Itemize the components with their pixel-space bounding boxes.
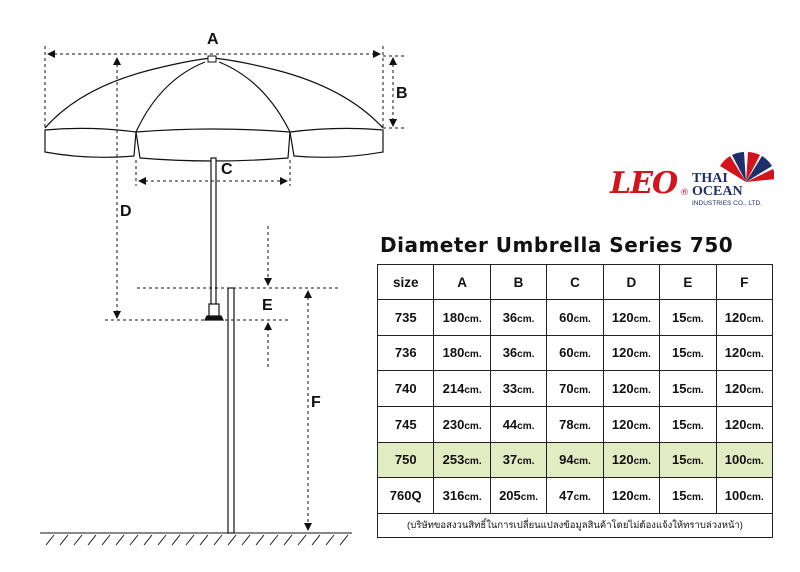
cell-size: 750 [378, 442, 434, 478]
table-body [378, 300, 773, 514]
cell-unit: cm. [686, 492, 704, 504]
cell-unit: cm. [633, 313, 651, 325]
cell-number: 70 [559, 381, 574, 397]
dimension-label-d: D [120, 203, 132, 220]
cell-size: 745 [378, 406, 434, 442]
cell-number: 120 [724, 345, 747, 361]
header-d: D [603, 265, 659, 300]
cell-value [716, 442, 772, 478]
cell-size: 736 [378, 335, 434, 371]
cell-unit: cm. [746, 456, 764, 468]
cell-value [603, 478, 659, 514]
cell-value [434, 442, 490, 478]
header-e: E [660, 265, 716, 300]
cell-value [716, 406, 772, 442]
cell-unit: cm. [517, 420, 535, 432]
header-b: B [490, 265, 546, 300]
cell-unit: cm. [517, 313, 535, 325]
thai-ocean-line2: OCEAN [692, 184, 743, 199]
cell-value [603, 406, 659, 442]
cell-number: 44 [502, 416, 518, 432]
cell-number: 15 [671, 416, 687, 432]
cell-number: 120 [724, 309, 747, 325]
cell-unit: cm. [633, 349, 651, 361]
header-c: C [547, 265, 603, 300]
cell-number: 78 [559, 416, 574, 432]
cell-value [660, 442, 716, 478]
cell-number: 47 [559, 488, 574, 504]
cell-unit: cm. [517, 385, 535, 397]
cell-value [434, 406, 490, 442]
cell-number: 100 [724, 452, 747, 468]
leo-logo-text: LEO [610, 166, 678, 201]
cell-unit: cm. [464, 349, 482, 361]
cell-size: 760Q [378, 478, 434, 514]
cell-unit: cm. [464, 456, 482, 468]
table-row [378, 335, 773, 371]
cell-value [716, 478, 772, 514]
cell-unit: cm. [746, 492, 764, 504]
cell-unit: cm. [633, 385, 651, 397]
cell-unit: cm. [520, 492, 539, 504]
dimension-label-c: C [221, 161, 233, 178]
cell-number: 180 [442, 309, 465, 325]
cell-number: 205 [499, 488, 521, 504]
cell-value [716, 371, 772, 407]
cell-number: 33 [502, 381, 518, 397]
cell-number: 120 [611, 416, 634, 432]
cell-value [660, 478, 716, 514]
cell-number: 253 [442, 452, 465, 468]
cell-unit: cm. [464, 313, 482, 325]
cell-unit: cm. [633, 492, 651, 504]
cell-number: 94 [559, 452, 574, 468]
cell-unit: cm. [517, 349, 535, 361]
cell-number: 120 [611, 309, 634, 325]
cell-number: 230 [442, 416, 465, 432]
cell-number: 36 [502, 345, 518, 361]
cell-number: 60 [559, 345, 574, 361]
cell-value [716, 335, 772, 371]
cell-number: 36 [502, 309, 518, 325]
cell-value [434, 371, 490, 407]
cell-number: 316 [442, 488, 465, 504]
table-row [378, 442, 773, 478]
cell-unit: cm. [464, 420, 482, 432]
cell-unit: cm. [517, 456, 535, 468]
cell-value [660, 371, 716, 407]
cell-value [660, 406, 716, 442]
cell-number: 100 [724, 488, 747, 504]
cell-number: 120 [724, 381, 747, 397]
dimension-label-f: F [311, 394, 321, 411]
cell-number: 15 [671, 345, 687, 361]
cell-value [547, 442, 603, 478]
cell-unit: cm. [464, 492, 482, 504]
dimension-label-e: E [262, 297, 273, 314]
cell-number: 120 [611, 381, 634, 397]
brand-logos [600, 148, 790, 218]
cell-value [547, 478, 603, 514]
cell-value [660, 335, 716, 371]
table-note-row [378, 514, 773, 538]
cell-number: 15 [671, 452, 687, 468]
cell-number: 60 [559, 309, 574, 325]
cell-unit: cm. [746, 349, 764, 361]
thai-ocean-logo-text [692, 172, 743, 198]
cell-unit: cm. [573, 349, 591, 361]
cell-value [660, 300, 716, 336]
cell-number: 214 [442, 381, 465, 397]
cell-value [547, 406, 603, 442]
cell-value [490, 478, 546, 514]
cell-value [716, 300, 772, 336]
table-row [378, 371, 773, 407]
cell-value [490, 442, 546, 478]
ground-tube [228, 288, 234, 533]
cell-value [434, 300, 490, 336]
cell-value [490, 371, 546, 407]
cell-unit: cm. [464, 385, 482, 397]
size-spec-table [377, 264, 773, 538]
cell-value [434, 478, 490, 514]
umbrella-canopy [45, 58, 383, 161]
cell-number: 120 [724, 416, 747, 432]
cell-number: 37 [502, 452, 518, 468]
cell-value [603, 442, 659, 478]
dimension-label-a: A [207, 31, 219, 48]
cell-value [547, 371, 603, 407]
cell-number: 120 [611, 345, 634, 361]
registered-mark: ® [680, 188, 689, 198]
cell-unit: cm. [686, 349, 704, 361]
table-row [378, 478, 773, 514]
cell-number: 15 [671, 488, 687, 504]
table-note: (บริษัทขอสงวนสิทธิ์ในการเปลี่ยนแปลงข้อมูลสินค้าโดยไม่ต้องแจ้งให้ทราบล่วงหน้า) [378, 514, 773, 538]
cell-unit: cm. [746, 385, 764, 397]
cell-unit: cm. [686, 313, 704, 325]
cell-value [490, 335, 546, 371]
cell-value [547, 335, 603, 371]
cell-unit: cm. [686, 420, 704, 432]
header-a: A [434, 265, 490, 300]
cell-unit: cm. [633, 420, 651, 432]
cell-value [603, 371, 659, 407]
table-row [378, 300, 773, 336]
umbrella-pole [205, 158, 223, 320]
ground-line [40, 533, 352, 545]
cell-unit: cm. [573, 313, 591, 325]
cell-number: 15 [671, 381, 687, 397]
cell-value [603, 300, 659, 336]
cell-unit: cm. [686, 385, 704, 397]
cell-unit: cm. [746, 420, 764, 432]
header-f: F [716, 265, 772, 300]
dimension-lines [45, 46, 405, 530]
thai-ocean-line3: INDUSTRIES CO., LTD. [692, 200, 762, 207]
cell-number: 180 [442, 345, 465, 361]
cell-number: 120 [611, 452, 634, 468]
umbrella-finial [208, 56, 216, 62]
thai-ocean-line1: THAI [692, 171, 728, 186]
cell-value [434, 335, 490, 371]
cell-unit: cm. [573, 385, 591, 397]
cell-number: 120 [611, 488, 634, 504]
cell-value [490, 406, 546, 442]
cell-number: 15 [671, 309, 687, 325]
cell-unit: cm. [573, 456, 591, 468]
table-title: Diameter Umbrella Series 750 [380, 233, 734, 257]
cell-unit: cm. [633, 456, 651, 468]
cell-value [547, 300, 603, 336]
cell-unit: cm. [686, 456, 704, 468]
dimension-label-b: B [396, 85, 408, 102]
table-header-row [378, 265, 773, 300]
cell-value [490, 300, 546, 336]
cell-size: 740 [378, 371, 434, 407]
cell-unit: cm. [573, 420, 591, 432]
cell-unit: cm. [573, 492, 591, 504]
cell-size: 735 [378, 300, 434, 336]
table-row [378, 406, 773, 442]
header-size: size [378, 265, 434, 300]
cell-value [603, 335, 659, 371]
cell-unit: cm. [746, 313, 764, 325]
